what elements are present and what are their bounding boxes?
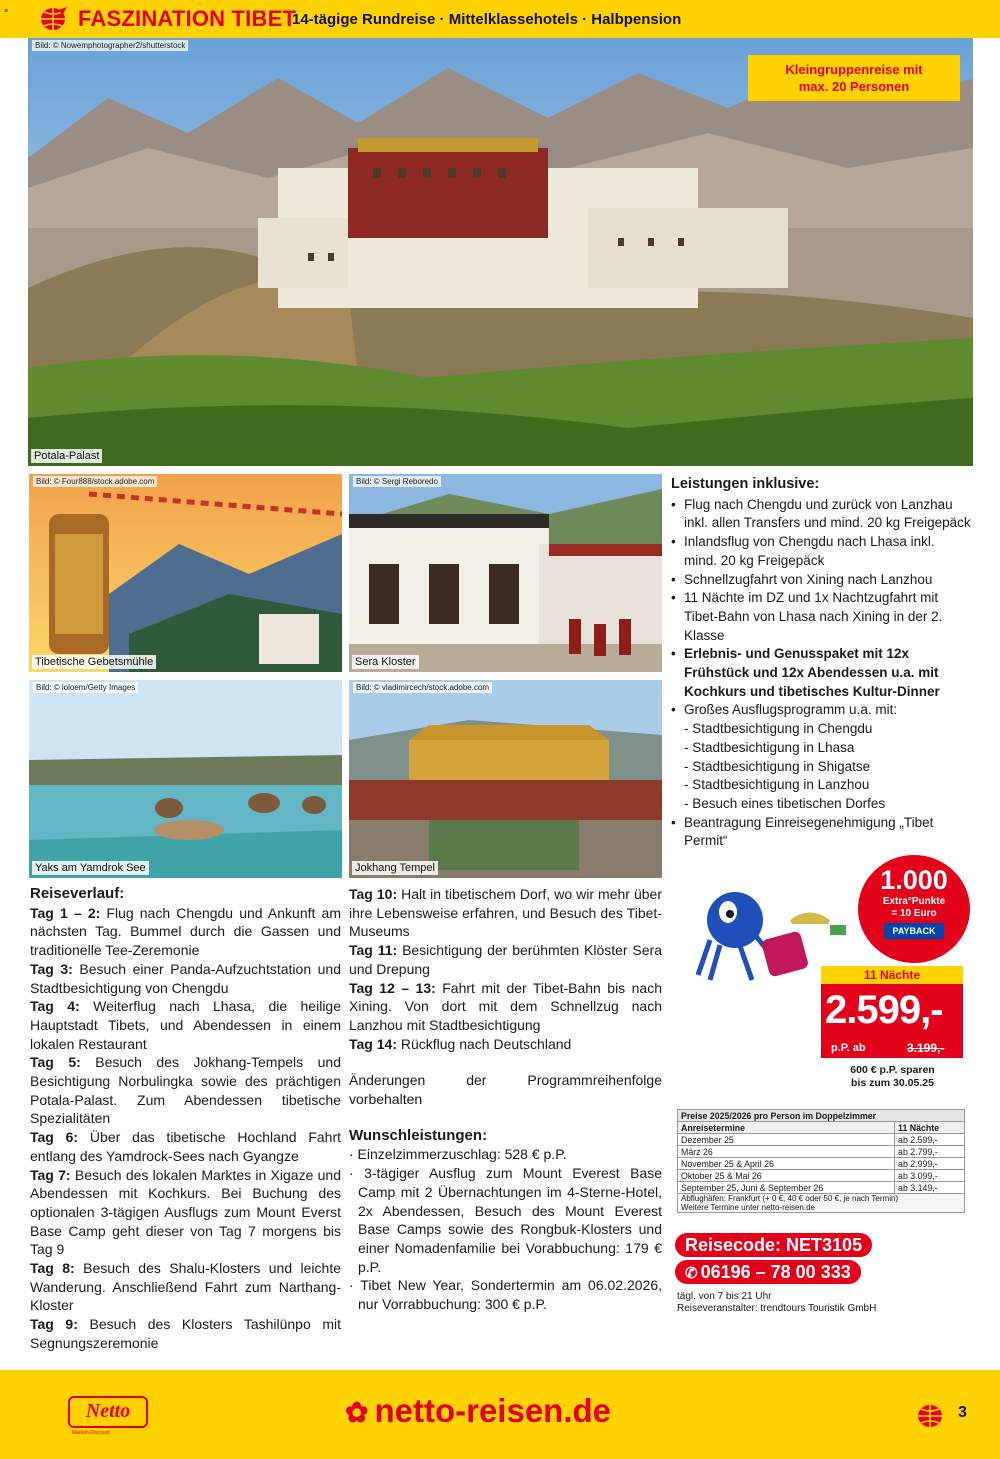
photo-prayer-wheel	[29, 474, 342, 672]
itinerary-day: Tag 10: Halt in tibetischem Dorf, wo wir mehr über ihre Lebensweise erfahren, und Besuch des Tibet-Museums	[349, 886, 662, 940]
price-table-col-dates: Anreisetermine	[678, 1122, 895, 1134]
service-item: • Inlandsflug von Chengdu nach Lhasa inkl. mind. 20 kg Freigepäck	[671, 534, 935, 568]
table-row: September 25, Juni & September 26 ab 3.149,-	[678, 1182, 965, 1194]
netto-logo[interactable]: Netto	[68, 1396, 148, 1428]
itinerary-day: Tag 9: Besuch des Klosters Tashilünpo mit Segnungszeremonie	[30, 1316, 342, 1351]
photo-sera-monastery	[349, 474, 662, 672]
price-box	[821, 966, 963, 1058]
itinerary-day: Tag 5: Besuch des Jokhang-Tempels und Besichtigung Norbulingka sowie des prächtigen Potala-Palast. Zum Abendessen tibetische Spezialitäten	[30, 1054, 341, 1127]
photo-sera-caption: Sera Kloster	[352, 655, 419, 669]
price-old: 3.199,-	[907, 1041, 945, 1055]
payback-line2: = 10 Euro	[891, 908, 937, 919]
badge-line2: max. 20 Personen	[798, 79, 910, 94]
phone-hours: tägl. von 7 bis 21 Uhr	[677, 1291, 772, 1302]
globe-logo-icon	[915, 1402, 947, 1428]
itinerary-column-2	[349, 885, 662, 1314]
photo-jokhang-temple	[349, 680, 662, 878]
phone-number[interactable]	[675, 1260, 861, 1284]
photo-prayer-wheel-credit: Bild: © Four888/stock.adobe.com	[33, 476, 157, 487]
small-group-badge	[748, 55, 960, 101]
main-photo-caption: Potala-Palast	[31, 449, 102, 463]
payback-points: 1.000	[880, 865, 948, 895]
itinerary-day: Tag 3: Besuch einer Panda-Aufzuchtstation und Stadtbesichtigung von Chengdu	[30, 960, 341, 996]
footer	[0, 1370, 1000, 1459]
itinerary-day: Tag 14: Rückflug nach Deutschland	[349, 1035, 572, 1052]
excursion-item: - Stadtbesichtigung in Shigatse	[684, 758, 871, 774]
itinerary-day: Tag 8: Besuch des Shalu-Klosters und leichte Wanderung. Anschließend Fahrt zum Narthang-Kloster	[30, 1260, 342, 1314]
travel-code: Reisecode: NET3105	[675, 1233, 872, 1257]
netto-logo-sub: Marken-Discount	[72, 1430, 110, 1436]
tour-operator: Reiseveranstalter: trendtours Touristik GmbH	[677, 1303, 877, 1314]
website-url: netto-reisen.de	[374, 1392, 612, 1429]
website-link[interactable]	[345, 1392, 611, 1430]
photo-yamdrok-credit: Bild: © loloem/Getty Images	[33, 682, 138, 693]
included-services	[671, 475, 971, 851]
itinerary-note: Änderungen der Programmreihenfolge vorbehalten	[349, 1072, 662, 1108]
table-row: November 25 & April 26 ab 2.999,-	[678, 1158, 965, 1170]
phone-icon: ✆	[685, 1265, 698, 1282]
main-photo-credit: Bild: © Nowemphotographer2/shutterstock	[32, 40, 188, 51]
price-table-title: Preise 2025/2026 pro Person im Doppelzimmer	[678, 1110, 965, 1122]
excursion-item: - Stadtbesichtigung in Lhasa	[684, 739, 855, 755]
service-item: • Beantragung Einreisegenehmigung „Tibet Permit“	[671, 814, 934, 849]
photo-prayer-wheel-caption: Tibetische Gebetsmühle	[32, 655, 156, 669]
photo-jokhang-credit: Bild: © vladimircech/stock.adobe.com	[353, 682, 492, 693]
itinerary-column-1	[30, 885, 341, 1353]
itinerary-day: Tag 4: Weiterflug nach Lhasa, die heilige Hauptstadt Tibets, und Abendessen in einem lokalen Restaurant	[30, 998, 341, 1052]
globe-logo-icon	[38, 6, 68, 32]
service-item: • 11 Nächte im DZ und 1x Nachtzugfahrt mit Tibet-Bahn von Lhasa nach Xining in der 2. Klasse	[671, 590, 943, 643]
main-photo	[28, 38, 973, 466]
service-item-highlight: • Erlebnis- und Genusspaket mit 12x Frühstück und 12x Abendessen u.a. mit Kochkurs und tibetisches Kultur-Dinner	[671, 646, 940, 699]
optional-service-item: · Einzelzimmerzuschlag: 528 € p.P.	[349, 1146, 567, 1163]
page-subtitle: 14-tägige Rundreise · Mittelklassehotels · Halbpension	[292, 11, 682, 28]
price-amount: 2.599,-	[825, 988, 943, 1032]
price-saving	[830, 1064, 955, 1090]
header-bar	[0, 0, 1000, 38]
badge-line1: Kleingruppenreise mit	[785, 62, 923, 77]
service-item: • Großes Ausflugsprogramm u.a. mit:	[671, 702, 898, 718]
photo-sera-credit: Bild: © Sergi Reboredo	[353, 476, 441, 487]
included-title: Leistungen inklusive:	[671, 476, 820, 492]
price-nights: 11 Nächte	[821, 966, 963, 984]
saving-amount: 600 € p.P. sparen	[850, 1064, 935, 1076]
service-item: • Schnellzugfahrt von Xining nach Lanzhou	[671, 571, 933, 587]
excursion-item: - Stadtbesichtigung in Lanzhou	[684, 777, 870, 793]
saving-deadline: bis zum 30.05.25	[851, 1077, 934, 1089]
optional-services-title: Wunschleistungen:	[349, 1126, 488, 1144]
excursion-item: - Stadtbesichtigung in Chengdu	[684, 721, 873, 737]
price-table	[677, 1109, 965, 1213]
page-number: 3	[958, 1404, 967, 1421]
corner-mark: ≡	[4, 8, 9, 15]
excursion-item: - Besuch eines tibetischen Dorfes	[684, 795, 886, 811]
optional-service-item: · Tibet New Year, Sondertermin am 06.02.2026, nur Vorrabbuchung: 300 € p.P.	[349, 1277, 662, 1313]
table-note: Abflughäfen: Frankfurt (+ 0 €, 40 € oder 50 €, je nach Termin) Weitere Termine unter netto-reisen.de	[678, 1194, 965, 1213]
page-title: FASZINATION TIBET	[78, 6, 297, 31]
itinerary-day: Tag 11: Besichtigung der berühmten Klöster Sera und Drepung	[349, 942, 663, 977]
service-item: • Flug nach Chengdu und zurück von Lanzhau inkl. allen Transfers und mind. 20 kg Freigepäck	[671, 496, 971, 531]
photo-yamdrok-lake	[29, 680, 342, 878]
itinerary-day: Tag 7: Besuch des lokalen Marktes in Xigaze und Abendessen mit Kochkurs. Bei Buchung des optionalen 3-tägigen Ausflugs zum Mount Everst Base Camp geht dieser von Tag 7 morgens bis Tag 9	[30, 1166, 341, 1258]
itinerary-title: Reiseverlauf:	[30, 885, 125, 902]
phone-number-text: 06196 – 78 00 333	[700, 1262, 851, 1282]
photo-yamdrok-caption: Yaks am Yamdrok See	[32, 861, 149, 875]
table-row: Oktober 25 & Mai 26 ab 3.099,-	[678, 1170, 965, 1182]
payback-badge	[858, 855, 970, 963]
table-row: März 26 ab 2.799,-	[678, 1146, 965, 1158]
itinerary-day: Tag 12 – 13: Fahrt mit der Tibet-Bahn bis nach Xining. Von dort mit dem Schnellzug nach Lanzhou mit Stadtbesichtigung	[349, 979, 662, 1033]
price-table-col-nights: 11 Nächte	[895, 1122, 965, 1134]
optional-service-item: · 3-tägiger Ausflug zum Mount Everest Base Camp mit 2 Übernachtungen im 4-Sterne-Hotel, 2x Abendessen, Besuch des Mount Everest Base Camps sowie des Rongbuk-Klosters und einer Nomadenfamilie bei Vorabbuchung: 179 € p.P.	[349, 1165, 662, 1275]
photo-jokhang-caption: Jokhang Tempel	[352, 861, 438, 875]
flower-icon: ✿	[345, 1397, 369, 1428]
payback-line1: Extra°Punkte	[882, 896, 946, 907]
table-row: Dezember 25 ab 2.599,-	[678, 1134, 965, 1146]
itinerary-day: Tag 1 – 2: Flug nach Chengdu und Ankunft am nächsten Tag. Bummel durch die Gassen und traditionelle Tee-Zeremonie	[30, 904, 341, 959]
itinerary-day: Tag 6: Über das tibetische Hochland Fahrt entlang des Yamdrock-Sees nach Gyangze	[30, 1129, 342, 1164]
price-per-person: p.P. ab	[831, 1042, 866, 1054]
payback-logo: PAYBACK	[884, 923, 943, 939]
